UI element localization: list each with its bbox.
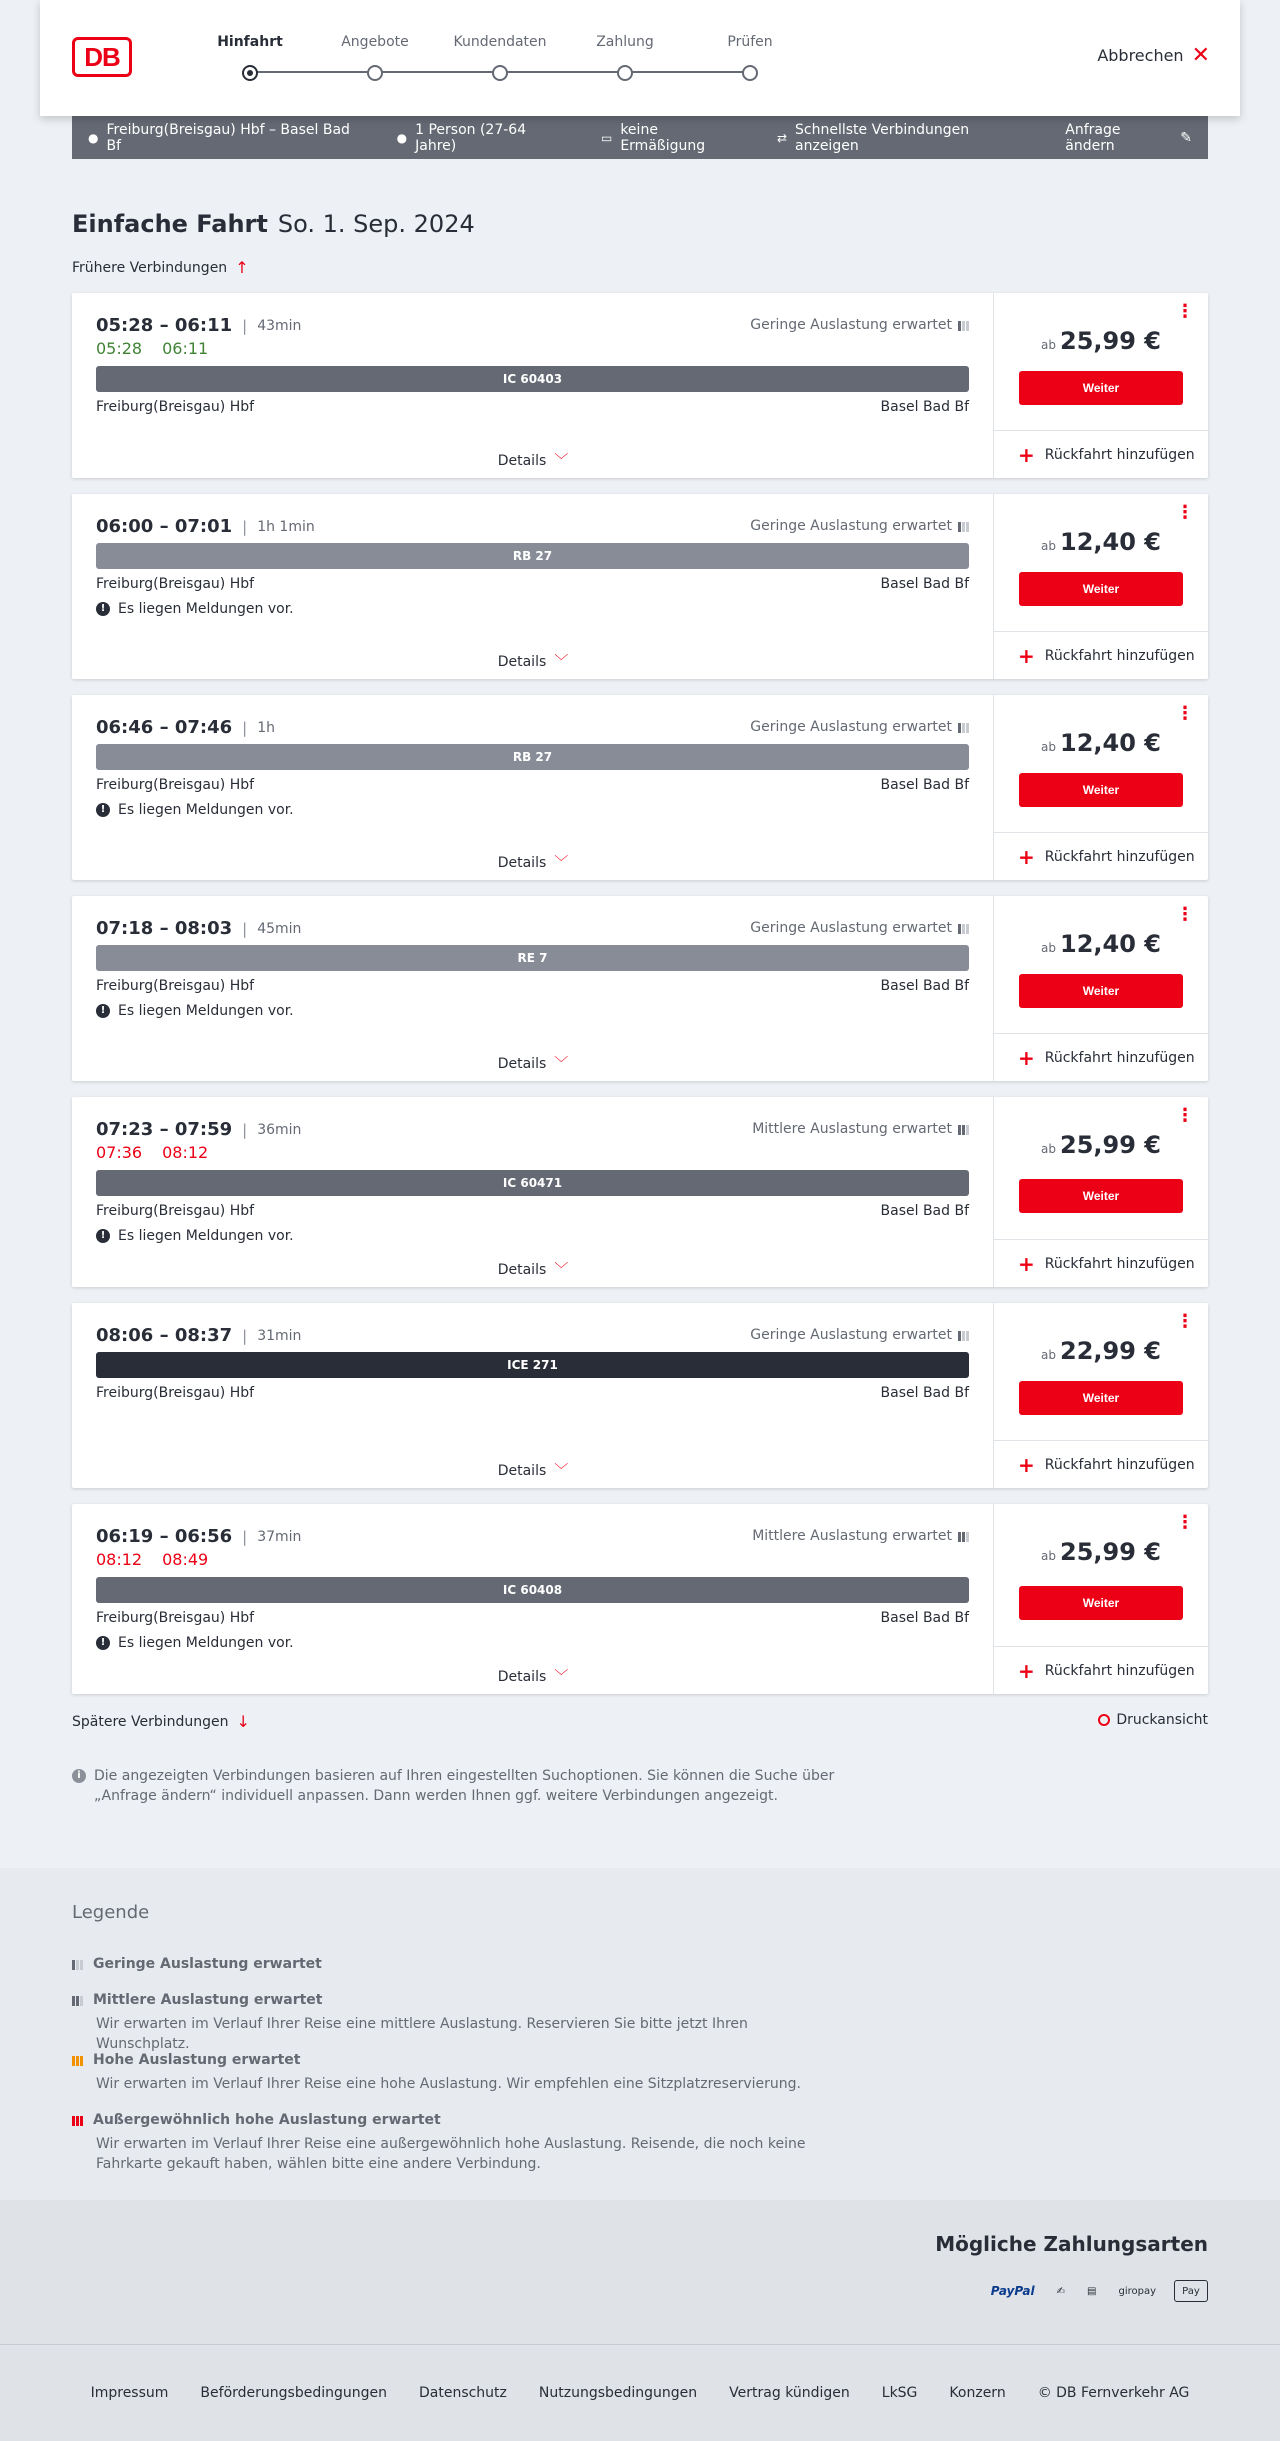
train-bar[interactable]: IC 60408	[96, 1577, 969, 1603]
details-toggle[interactable]	[72, 1259, 994, 1279]
stations	[96, 978, 969, 994]
search-summary-bar	[72, 116, 1208, 159]
destination-station: Basel Bad Bf	[880, 399, 969, 415]
connection-times	[96, 1119, 301, 1140]
payment-methods-section	[0, 2200, 1280, 2345]
chevron-down-icon: ﹀	[554, 453, 569, 469]
plus-icon: +	[1018, 1452, 1035, 1477]
duration: 31min	[257, 1327, 302, 1344]
plus-icon: +	[1018, 1045, 1035, 1070]
weiter-button[interactable]: Weiter	[1019, 773, 1183, 807]
route-text: Freiburg(Breisgau) Hbf – Basel Bad Bf	[106, 121, 350, 154]
medium-load-icon	[958, 1530, 969, 1542]
arrow-down-icon: ↓	[236, 1712, 250, 1731]
notice	[96, 1228, 294, 1244]
step-label: Kundendaten	[453, 34, 547, 50]
search-option-text: Schnellste Verbindungen anzeigen	[795, 121, 970, 154]
connection-times	[96, 315, 301, 336]
train-bar[interactable]: RB 27	[96, 543, 969, 569]
step-pruefen	[695, 34, 805, 81]
duration: 1h	[257, 719, 275, 736]
connection-card	[72, 1097, 1208, 1287]
notice-text: Es liegen Meldungen vor.	[118, 601, 294, 617]
price-prefix: ab	[1041, 338, 1056, 352]
weiter-button[interactable]: Weiter	[1019, 572, 1183, 606]
footer-link-konzern[interactable]: Konzern	[949, 2385, 1006, 2401]
add-return-button[interactable]	[994, 832, 1208, 880]
later-connections-link[interactable]	[72, 1712, 250, 1731]
paypal-icon: PayPal	[990, 2284, 1035, 2298]
load-indicator	[750, 920, 969, 936]
destination-station: Basel Bad Bf	[880, 1385, 969, 1401]
page-title	[72, 210, 475, 238]
arrow-up-icon: ↑	[235, 258, 249, 277]
add-return-label: Rückfahrt hinzufügen	[1044, 1456, 1195, 1473]
more-options-icon[interactable]: ⋮	[1176, 904, 1194, 925]
add-return-label: Rückfahrt hinzufügen	[1044, 647, 1195, 664]
price	[994, 1131, 1208, 1159]
origin-station: Freiburg(Breisgau) Hbf	[96, 399, 255, 415]
train-bar[interactable]: RE 7	[96, 945, 969, 971]
price-prefix: ab	[1041, 539, 1056, 553]
progress-steps	[180, 34, 780, 84]
scheduled-times: 06:46 – 07:46	[96, 717, 233, 738]
train-bar[interactable]: IC 60403	[96, 366, 969, 392]
load-indicator	[752, 1121, 969, 1137]
low-load-icon	[958, 319, 969, 331]
step-circle	[742, 65, 758, 81]
legend-item-low	[72, 1956, 832, 1972]
apple-pay-icon: Pay	[1174, 2280, 1208, 2302]
realtime-arrival: 08:12	[162, 1143, 209, 1162]
add-return-button[interactable]	[994, 1033, 1208, 1081]
print-icon	[1098, 1714, 1110, 1726]
separator: |	[242, 919, 248, 938]
step-label: Zahlung	[596, 34, 654, 50]
price-prefix: ab	[1041, 941, 1056, 955]
realtime-times	[96, 1143, 208, 1162]
realtime-departure: 08:12	[96, 1550, 143, 1569]
price-value: 12,40 €	[1060, 528, 1161, 556]
footer-link-vertrag-kuendigen[interactable]: Vertrag kündigen	[729, 2385, 850, 2401]
separator: |	[242, 316, 248, 335]
details-label: Details	[497, 1669, 547, 1685]
medium-load-icon	[958, 1123, 969, 1135]
duration: 1h 1min	[257, 518, 315, 535]
low-load-icon	[958, 1329, 969, 1341]
details-label: Details	[497, 855, 547, 871]
footer-link-datenschutz[interactable]: Datenschutz	[418, 2385, 507, 2401]
realtime-times	[96, 1550, 208, 1569]
step-circle	[617, 65, 633, 81]
legend-item-title: Mittlere Auslastung erwartet	[93, 1992, 323, 2008]
connection-times	[96, 717, 275, 738]
details-toggle[interactable]	[72, 450, 994, 470]
legend-item-very-high	[72, 2112, 832, 2174]
price	[994, 930, 1208, 958]
header	[40, 0, 1240, 116]
realtime-departure: 07:36	[96, 1143, 143, 1162]
change-request-label: Anfrage ändern	[1065, 121, 1121, 154]
details-label: Details	[497, 453, 547, 469]
legend-item-high	[72, 2052, 832, 2094]
scheduled-times: 08:06 – 08:37	[96, 1325, 233, 1346]
load-text: Mittlere Auslastung erwartet	[752, 1121, 952, 1137]
notice-text: Es liegen Meldungen vor.	[118, 1635, 294, 1651]
train-bar[interactable]: ICE 271	[96, 1352, 969, 1378]
scheduled-times: 07:23 – 07:59	[96, 1119, 233, 1140]
load-text: Geringe Auslastung erwartet	[750, 719, 952, 735]
connection-main[interactable]	[72, 1504, 994, 1694]
weiter-button[interactable]: Weiter	[1019, 371, 1183, 405]
high-load-icon	[72, 2054, 83, 2066]
price	[994, 327, 1208, 355]
price-panel	[994, 1504, 1208, 1694]
separator: |	[242, 517, 248, 536]
notice-text: Es liegen Meldungen vor.	[118, 802, 294, 818]
weiter-button[interactable]: Weiter	[1019, 1586, 1183, 1620]
connection-times	[96, 918, 301, 939]
connection-card	[72, 1504, 1208, 1694]
print-view-link[interactable]	[1098, 1712, 1208, 1728]
add-return-label: Rückfahrt hinzufügen	[1044, 1662, 1195, 1679]
passengers-text: 1 Person (27-64 Jahre)	[415, 121, 527, 154]
step-circle	[492, 65, 508, 81]
plus-icon: +	[1018, 442, 1035, 467]
details-label: Details	[497, 1463, 547, 1479]
details-label: Details	[497, 654, 547, 670]
destination-station: Basel Bad Bf	[880, 1203, 969, 1219]
step-circle	[242, 65, 258, 81]
train-bar[interactable]: IC 60471	[96, 1170, 969, 1196]
add-return-button[interactable]	[994, 631, 1208, 679]
notice-text: Es liegen Meldungen vor.	[118, 1003, 294, 1019]
load-text: Geringe Auslastung erwartet	[750, 518, 952, 534]
load-text: Mittlere Auslastung erwartet	[752, 1528, 952, 1544]
footer-copyright: © DB Fernverkehr AG	[1037, 2385, 1190, 2401]
step-label: Hinfahrt	[217, 34, 283, 50]
origin-station: Freiburg(Breisgau) Hbf	[96, 777, 255, 793]
price-value: 12,40 €	[1060, 930, 1161, 958]
alert-icon: !	[96, 1636, 110, 1650]
price-value: 12,40 €	[1060, 729, 1161, 757]
realtime-departure: 05:28	[96, 339, 143, 358]
plus-icon: +	[1018, 844, 1035, 869]
plus-icon: +	[1018, 1658, 1035, 1683]
legend-item-medium	[72, 1992, 832, 2054]
stations	[96, 576, 969, 592]
plus-icon: +	[1018, 643, 1035, 668]
direct-debit-icon: ✍	[1056, 2285, 1066, 2297]
legend-item-title: Geringe Auslastung erwartet	[93, 1956, 322, 1972]
low-load-icon	[958, 520, 969, 532]
load-text: Geringe Auslastung erwartet	[750, 1327, 952, 1343]
connection-main[interactable]	[72, 695, 994, 880]
price-value: 25,99 €	[1060, 1131, 1161, 1159]
info-text: Die angezeigten Verbindungen basieren auf Ihren eingestellten Suchoptionen. Sie können die Suche über „Anfrage ändern“ individuell anpassen. Dann werden Ihnen ggf. weitere Verbindungen angezeigt.	[94, 1768, 835, 1804]
low-load-icon	[958, 721, 969, 733]
info-note	[72, 1766, 852, 1806]
connection-main[interactable]	[72, 494, 994, 679]
realtime-arrival: 08:49	[162, 1550, 209, 1569]
low-load-icon	[72, 1958, 83, 1970]
close-icon: ✕	[1191, 42, 1210, 68]
connection-card	[72, 494, 1208, 679]
price-panel	[994, 1097, 1208, 1287]
add-return-label: Rückfahrt hinzufügen	[1044, 848, 1195, 865]
low-load-icon	[958, 922, 969, 934]
add-return-label: Rückfahrt hinzufügen	[1044, 1049, 1195, 1066]
cancel-label: Abbrechen	[1097, 46, 1184, 65]
duration: 37min	[257, 1528, 302, 1545]
stations	[96, 1385, 969, 1401]
more-options-icon[interactable]: ⋮	[1176, 502, 1194, 523]
payment-icons	[987, 2280, 1208, 2302]
price-value: 25,99 €	[1060, 327, 1161, 355]
connection-times	[96, 1325, 301, 1346]
load-text: Geringe Auslastung erwartet	[750, 920, 952, 936]
price	[994, 729, 1208, 757]
load-indicator	[750, 317, 969, 333]
price-value: 22,99 €	[1060, 1337, 1161, 1365]
realtime-arrival: 06:11	[162, 339, 209, 358]
scheduled-times: 07:18 – 08:03	[96, 918, 233, 939]
details-toggle[interactable]	[72, 1460, 994, 1480]
invoice-icon: ▤	[1087, 2285, 1097, 2297]
footer-link-nutzungsbedingungen[interactable]: Nutzungsbedingungen	[538, 2385, 698, 2401]
footer-link-impressum[interactable]: Impressum	[90, 2385, 169, 2401]
stations	[96, 1610, 969, 1626]
stations	[96, 399, 969, 415]
cancel-button[interactable]	[1097, 42, 1210, 68]
step-zahlung	[570, 34, 680, 81]
notice	[96, 1635, 294, 1651]
separator: |	[242, 1326, 248, 1345]
details-toggle[interactable]	[72, 651, 994, 671]
add-return-button[interactable]	[994, 1239, 1208, 1287]
load-indicator	[752, 1528, 969, 1544]
bahncard-icon: ▭	[600, 130, 613, 145]
price-prefix: ab	[1041, 740, 1056, 754]
legend-section	[0, 1868, 1280, 2200]
chevron-down-icon: ﹀	[554, 654, 569, 670]
more-options-icon[interactable]: ⋮	[1176, 1512, 1194, 1533]
person-icon: ●	[396, 130, 408, 145]
legend-item-desc: Wir erwarten im Verlauf Ihrer Reise eine mittlere Auslastung. Reservieren Sie bitte jetzt Ihren Wunschplatz.	[96, 2016, 748, 2052]
notice-text: Es liegen Meldungen vor.	[118, 1228, 294, 1244]
price	[994, 528, 1208, 556]
connection-main[interactable]	[72, 1303, 994, 1488]
realtime-times	[96, 339, 208, 358]
price-prefix: ab	[1041, 1348, 1056, 1362]
trip-date: So. 1. Sep. 2024	[277, 210, 475, 238]
add-return-button[interactable]	[994, 1646, 1208, 1694]
load-text: Geringe Auslastung erwartet	[750, 317, 952, 333]
separator: |	[242, 718, 248, 737]
plus-icon: +	[1018, 1251, 1035, 1276]
details-label: Details	[497, 1262, 547, 1278]
add-return-label: Rückfahrt hinzufügen	[1044, 1255, 1195, 1272]
notice	[96, 1003, 294, 1019]
price-panel	[994, 896, 1208, 1081]
connection-main[interactable]	[72, 293, 994, 478]
weiter-button[interactable]: Weiter	[1019, 1179, 1183, 1213]
legend-title: Legende	[72, 1902, 150, 1923]
connection-main[interactable]	[72, 896, 994, 1081]
separator: |	[242, 1120, 248, 1139]
db-logo[interactable]	[72, 37, 132, 77]
step-circle	[367, 65, 383, 81]
price-panel	[994, 293, 1208, 478]
duration: 36min	[257, 1121, 302, 1138]
separator: |	[242, 1527, 248, 1546]
price-panel	[994, 1303, 1208, 1488]
more-options-icon[interactable]: ⋮	[1176, 301, 1194, 322]
connection-times	[96, 516, 315, 537]
more-options-icon[interactable]: ⋮	[1176, 1311, 1194, 1332]
scheduled-times: 05:28 – 06:11	[96, 315, 233, 336]
location-pin-icon: ●	[88, 130, 99, 145]
price-panel	[994, 494, 1208, 679]
details-toggle[interactable]	[72, 852, 994, 872]
more-options-icon[interactable]: ⋮	[1176, 703, 1194, 724]
load-indicator	[750, 719, 969, 735]
step-label: Angebote	[341, 34, 409, 50]
duration: 43min	[257, 317, 302, 334]
step-hinfahrt[interactable]	[195, 34, 305, 81]
destination-station: Basel Bad Bf	[880, 978, 969, 994]
load-indicator	[750, 518, 969, 534]
discount-text: keine Ermäßigung	[620, 121, 706, 154]
add-return-label: Rückfahrt hinzufügen	[1044, 446, 1195, 463]
scheduled-times: 06:00 – 07:01	[96, 516, 233, 537]
giropay-icon: giropay	[1118, 2285, 1156, 2297]
footer-link-befoerderungsbedingungen[interactable]: Beförderungsbedingungen	[200, 2385, 387, 2401]
footer	[0, 2345, 1280, 2441]
chevron-down-icon: ﹀	[554, 1463, 569, 1479]
destination-station: Basel Bad Bf	[880, 777, 969, 793]
train-bar[interactable]: RB 27	[96, 744, 969, 770]
pencil-icon: ✎	[1180, 129, 1193, 146]
chevron-down-icon: ﹀	[554, 1262, 569, 1278]
connection-card	[72, 293, 1208, 478]
swap-icon: ⇄	[776, 130, 788, 145]
connection-card	[72, 695, 1208, 880]
very-high-load-icon	[72, 2114, 83, 2126]
details-label: Details	[497, 1056, 547, 1072]
alert-icon: !	[96, 1004, 110, 1018]
legend-item-title: Außergewöhnlich hohe Auslastung erwartet	[93, 2112, 441, 2128]
legend-item-desc: Wir erwarten im Verlauf Ihrer Reise eine außergewöhnlich hohe Auslastung. Reisende, die noch keine Fahrkarte gekauft haben, wählen bitte eine andere Verbindung.	[96, 2136, 806, 2172]
price-value: 25,99 €	[1060, 1538, 1161, 1566]
stations	[96, 1203, 969, 1219]
load-indicator	[750, 1327, 969, 1343]
connection-times	[96, 1526, 301, 1547]
duration: 45min	[257, 920, 302, 937]
step-angebote	[320, 34, 430, 81]
footer-link-lksg[interactable]: LkSG	[881, 2385, 918, 2401]
price	[994, 1538, 1208, 1566]
step-label: Prüfen	[727, 34, 773, 50]
origin-station: Freiburg(Breisgau) Hbf	[96, 1385, 255, 1401]
origin-station: Freiburg(Breisgau) Hbf	[96, 1610, 255, 1626]
legend-item-desc: Wir erwarten im Verlauf Ihrer Reise eine hohe Auslastung. Wir empfehlen eine Sitzplatzreservierung.	[96, 2076, 801, 2092]
trip-type: Einfache Fahrt	[72, 210, 268, 238]
details-toggle[interactable]	[72, 1053, 994, 1073]
info-icon: i	[72, 1769, 86, 1783]
scheduled-times: 06:19 – 06:56	[96, 1526, 233, 1547]
destination-station: Basel Bad Bf	[880, 576, 969, 592]
stations	[96, 777, 969, 793]
weiter-button[interactable]: Weiter	[1019, 974, 1183, 1008]
price	[994, 1337, 1208, 1365]
notice	[96, 802, 294, 818]
alert-icon: !	[96, 1229, 110, 1243]
notice	[96, 601, 294, 617]
origin-station: Freiburg(Breisgau) Hbf	[96, 576, 255, 592]
chevron-down-icon: ﹀	[554, 1056, 569, 1072]
add-return-button[interactable]	[994, 1440, 1208, 1488]
change-request-button[interactable]	[1065, 122, 1192, 154]
connection-main[interactable]	[72, 1097, 994, 1287]
earlier-label: Frühere Verbindungen	[72, 259, 228, 276]
price-prefix: ab	[1041, 1549, 1056, 1563]
add-return-button[interactable]	[994, 430, 1208, 478]
origin-station: Freiburg(Breisgau) Hbf	[96, 978, 255, 994]
price-panel	[994, 695, 1208, 880]
connection-card	[72, 896, 1208, 1081]
chevron-down-icon: ﹀	[554, 1669, 569, 1685]
price-prefix: ab	[1041, 1142, 1056, 1156]
earlier-connections-link[interactable]	[72, 258, 249, 277]
legend-item-title: Hohe Auslastung erwartet	[93, 2052, 301, 2068]
logo-text: DB	[84, 41, 120, 72]
print-label: Druckansicht	[1116, 1712, 1208, 1728]
destination-station: Basel Bad Bf	[880, 1610, 969, 1626]
chevron-down-icon: ﹀	[554, 855, 569, 871]
weiter-button[interactable]: Weiter	[1019, 1381, 1183, 1415]
connection-card	[72, 1303, 1208, 1488]
alert-icon: !	[96, 602, 110, 616]
medium-load-icon	[72, 1994, 83, 2006]
more-options-icon[interactable]: ⋮	[1176, 1105, 1194, 1126]
alert-icon: !	[96, 803, 110, 817]
later-label: Spätere Verbindungen	[72, 1713, 229, 1730]
step-kundendaten	[445, 34, 555, 81]
payment-title: Mögliche Zahlungsarten	[935, 2232, 1208, 2256]
origin-station: Freiburg(Breisgau) Hbf	[96, 1203, 255, 1219]
details-toggle[interactable]	[72, 1666, 994, 1686]
